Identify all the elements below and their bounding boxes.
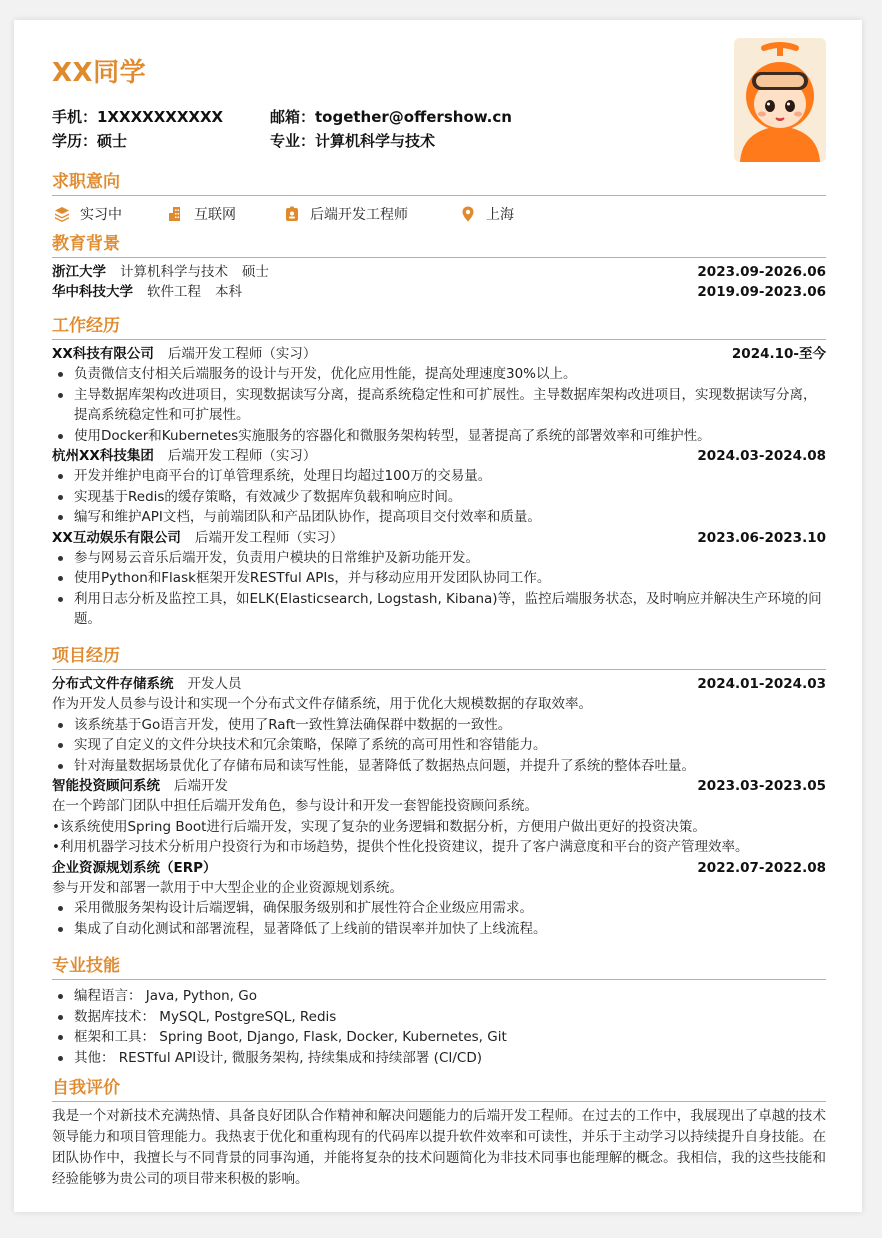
project-line: •利用机器学习技术分析用户投资行为和市场趋势，提供个性化投资建议，提升了客户满意度和平台的资产管理效率。	[52, 839, 749, 855]
education-row: 浙江大学 计算机科学与技术 硕士 2023.09-2026.06	[52, 264, 826, 280]
list-item: 使用Python和Flask框架开发RESTful APIs，并与移动应用开发团队协同工作。	[52, 568, 826, 589]
list-item: 该系统基于Go语言开发，使用了Raft一致性算法确保群中数据的一致性。	[52, 715, 826, 736]
major: 专业：计算机科学与技术	[270, 132, 436, 150]
section-education	[52, 232, 826, 302]
section-title: 求职意向	[52, 170, 826, 196]
badge-icon	[284, 206, 300, 222]
intent-status-label: 实习中	[80, 207, 122, 223]
skill-item: 框架和工具： Spring Boot, Django, Flask, Docker, Kubernetes, Git	[52, 1027, 826, 1048]
self-eval-text: 我是一个对新技术充满热情、具备良好团队合作精神和解决问题能力的后端开发工程师。在过去的工作中，我展现出了卓越的技术领导能力和项目管理能力。我热衷于优化和重构现有的代码库以提升软件效率和可读性，并乐于主动学习以持续提升自身技能。在团队协作中，我擅长与不同背景的同事沟通，并能将复杂的技术问题简化为非技术同事也能理解的概念。我相信，我的这些技能和经验能够为贵公司的项目带来积极的影响。	[52, 1108, 826, 1187]
work-entry-items	[52, 466, 826, 528]
list-item: 实现基于Redis的缓存策略，有效减少了数据库负载和响应时间。	[52, 487, 826, 508]
list-item: 参与网易云音乐后端开发，负责用户模块的日常维护及新功能开发。	[52, 548, 826, 569]
project-desc: 作为开发人员参与设计和实现一个分布式文件存储系统，用于优化大规模数据的存取效率。	[52, 696, 592, 712]
intent-city	[460, 202, 514, 228]
list-item: 编写和维护API文档，与前端团队和产品团队协作，提高项目交付效率和质量。	[52, 507, 826, 528]
section-self-eval	[52, 1076, 826, 1190]
work-entry-header: XX科技有限公司 后端开发工程师（实习） 2024.10-至今	[52, 346, 826, 362]
work-entry-header: XX互动娱乐有限公司 后端开发工程师（实习） 2023.06-2023.10	[52, 529, 826, 546]
education-row: 华中科技大学 软件工程 本科 2019.09-2023.06	[52, 284, 826, 300]
list-item: 采用微服务架构设计后端逻辑，确保服务级别和扩展性符合企业级应用需求。	[52, 898, 826, 919]
list-item: 使用Docker和Kubernetes实施服务的容器化和微服务架构转型，显著提高了系统的部署效率和可维护性。	[52, 426, 826, 447]
list-item: 集成了自动化测试和部署流程，显著降低了上线前的错误率并加快了上线流程。	[52, 919, 826, 940]
section-title: 工作经历	[52, 314, 826, 340]
candidate-name: XX同学	[52, 58, 147, 88]
avatar	[734, 38, 826, 162]
list-item: 实现了自定义的文件分块技术和冗余策略，保障了系统的高可用性和容错能力。	[52, 735, 826, 756]
list-item: 负责微信支付相关后端服务的设计与开发，优化应用性能，提高处理速度30%以上。	[52, 364, 826, 385]
intent-position-label: 后端开发工程师	[310, 207, 408, 223]
project-header: 分布式文件存储系统 开发人员 2024.01-2024.03	[52, 676, 826, 692]
intent-position	[284, 202, 408, 228]
section-title: 自我评价	[52, 1076, 826, 1102]
location-pin-icon	[460, 206, 476, 222]
layers-icon	[54, 206, 70, 222]
section-projects	[52, 644, 826, 939]
work-entry-items	[52, 364, 826, 446]
project-line: •该系统使用Spring Boot进行后端开发，实现了复杂的业务逻辑和数据分析，方便用户做出更好的投资决策。	[52, 818, 706, 835]
section-skills	[52, 954, 826, 1068]
intent-industry	[168, 202, 236, 228]
skill-item: 数据库技术： MySQL, PostgreSQL, Redis	[52, 1007, 826, 1028]
list-item: 开发并维护电商平台的订单管理系统，处理日均超过100万的交易量。	[52, 466, 826, 487]
project-desc: 在一个跨部门团队中担任后端开发角色，参与设计和开发一套智能投资顾问系统。	[52, 798, 538, 814]
skill-item: 其他： RESTful API设计, 微服务架构, 持续集成和持续部署 (CI/CD)	[52, 1048, 826, 1069]
project-header: 智能投资顾问系统 后端开发 2023.03-2023.05	[52, 778, 826, 794]
resume-page	[14, 20, 862, 1212]
section-work	[52, 314, 826, 630]
section-title: 项目经历	[52, 644, 826, 670]
section-intent	[52, 170, 826, 228]
section-title: 教育背景	[52, 232, 826, 258]
skill-item: 编程语言： Java, Python, Go	[52, 986, 826, 1007]
section-title: 专业技能	[52, 954, 826, 980]
building-icon	[168, 206, 184, 222]
phone: 手机：1XXXXXXXXXX	[52, 108, 224, 126]
intent-city-label: 上海	[486, 207, 514, 223]
intent-industry-label: 互联网	[194, 207, 236, 223]
intent-status	[54, 202, 122, 228]
project-desc: 参与开发和部署一款用于中大型企业的企业资源规划系统。	[52, 879, 403, 896]
list-item: 主导数据库架构改进项目，实现数据读写分离，提高系统稳定性和可扩展性。主导数据库架构改进项目，实现数据读写分离，提高系统稳定性和可扩展性。	[52, 385, 826, 426]
project-header: 企业资源规划系统（ERP） 2022.07-2022.08	[52, 859, 826, 876]
work-entry-header: 杭州XX科技集团 后端开发工程师（实习） 2024.03-2024.08	[52, 448, 826, 464]
list-item: 针对海量数据场景优化了存储布局和读写性能，显著降低了数据热点问题，并提升了系统的整体吞吐量。	[52, 756, 826, 777]
list-item: 利用日志分析及监控工具，如ELK(Elasticsearch, Logstash, Kibana)等，监控后端服务状态，及时响应并解决生产环境的问题。	[52, 589, 826, 630]
email: 邮箱：together@offershow.cn	[270, 108, 512, 126]
education-level: 学历：硕士	[52, 132, 128, 150]
work-entry-items	[52, 548, 826, 630]
